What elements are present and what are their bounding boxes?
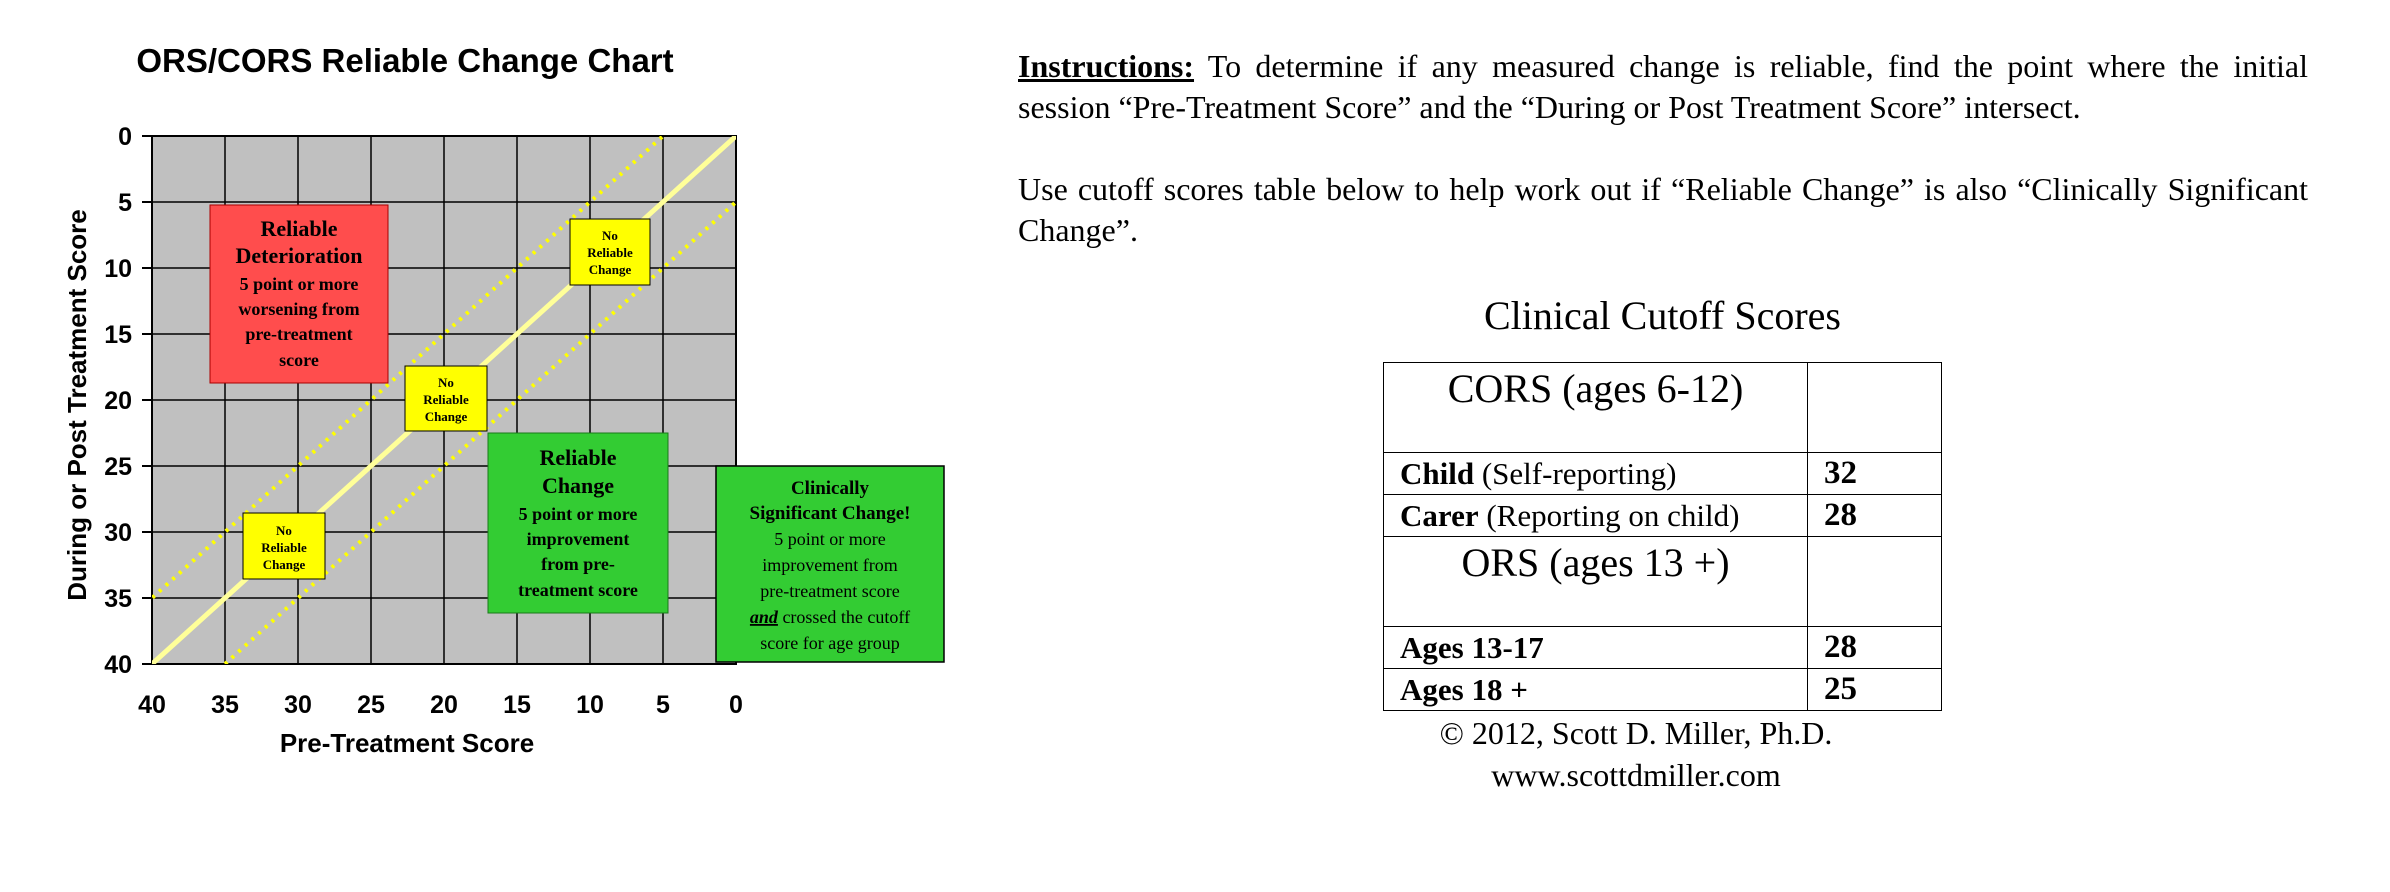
region-no-change-1 (570, 219, 650, 285)
y-tick-label: 10 (104, 255, 132, 283)
y-tick-label: 5 (118, 189, 132, 217)
cutoff-scores-table (1383, 362, 1942, 711)
region-no-change-2 (405, 366, 487, 431)
region-deterioration-line: 5 point or more (239, 274, 359, 294)
x-tick-label: 10 (576, 691, 604, 719)
cutoff-value: 25 (1824, 671, 1857, 707)
region-deterioration-line: score (279, 350, 319, 370)
region-no-change-line: Change (588, 262, 632, 277)
y-tick-label: 30 (104, 519, 132, 547)
region-reliable-change-line: 5 point or more (518, 504, 638, 524)
row-label-bold: Carer (1400, 497, 1479, 533)
website-link: www.scottdmiller.com (1491, 757, 1781, 793)
table-row (1384, 453, 1942, 495)
instructions-label: Instructions: (1018, 48, 1195, 84)
copyright-block (1385, 712, 1887, 796)
region-no-change-3 (243, 513, 325, 579)
x-axis (138, 691, 743, 719)
x-tick-label: 15 (503, 691, 531, 719)
region-no-change-line: Reliable (423, 392, 469, 407)
row-label-bold: Child (1400, 455, 1475, 491)
cutoff-value: 32 (1824, 455, 1857, 491)
callout-line: score for age group (760, 633, 900, 653)
x-tick-label: 0 (729, 691, 743, 719)
region-no-change-line: Reliable (587, 245, 633, 260)
table-row (1384, 495, 1942, 537)
y-tick-label: 40 (104, 651, 132, 679)
region-reliable-change-line: Reliable (539, 445, 617, 470)
section-title: CORS (ages 6-12) (1447, 366, 1744, 411)
y-axis-label: During or Post Treatment Score (62, 209, 92, 601)
instructions-paragraph-1 (1018, 46, 2308, 128)
y-axis (104, 123, 152, 679)
region-no-change-line: Change (262, 557, 306, 572)
row-label-bold: Ages 18 + (1400, 671, 1528, 707)
callout-emphasis: and (749, 607, 778, 627)
table-section-row (1384, 363, 1942, 453)
callout-line: pre-treatment score (760, 581, 900, 601)
region-reliable-change-line: treatment score (518, 580, 638, 600)
cutoff-value: 28 (1824, 629, 1857, 665)
region-deterioration (210, 205, 388, 383)
x-axis-label: Pre-Treatment Score (279, 728, 535, 758)
y-tick-label: 15 (104, 321, 132, 349)
callout-line: improvement from (762, 555, 898, 575)
region-reliable-change-line: from pre- (541, 554, 615, 574)
region-no-change-line: Change (424, 409, 468, 424)
table-row (1384, 627, 1942, 669)
callout-line (750, 607, 910, 627)
instructions-paragraph-2: Use cutoff scores table below to help work out if “Reliable Change” is also “Clinically Significant Change”. (1018, 171, 2308, 248)
region-deterioration-line: worsening from (238, 299, 360, 319)
row-label-bold: Ages 13-17 (1400, 629, 1544, 665)
y-tick-label: 0 (118, 123, 132, 151)
region-deterioration-line: Deterioration (235, 243, 363, 268)
x-tick-label: 5 (656, 691, 670, 719)
instructions-text-1: To determine if any measured change is reliable, find the point where the initial session “Pre-Treatment Score” and the “During or Post Treatment Score” intersect. (1018, 48, 2308, 125)
region-no-change-line: Reliable (261, 540, 307, 555)
cutoff-table-title: Clinical Cutoff Scores (1484, 293, 1841, 338)
x-tick-label: 20 (430, 691, 458, 719)
region-reliable-change (488, 433, 668, 613)
region-reliable-change-line: improvement (526, 529, 630, 549)
y-tick-label: 20 (104, 387, 132, 415)
callout-line-rest: crossed the cutoff (782, 607, 911, 627)
region-deterioration-line: Reliable (260, 216, 338, 241)
row-label-rest: (Self-reporting) (1474, 455, 1677, 491)
region-no-change-line: No (602, 228, 618, 243)
callout-line: Clinically (790, 478, 870, 499)
region-no-change-line: No (276, 523, 292, 538)
x-tick-label: 25 (357, 691, 385, 719)
section-title: ORS (ages 13 +) (1461, 540, 1730, 585)
region-deterioration-line: pre-treatment (245, 324, 353, 344)
y-tick-label: 35 (104, 585, 132, 613)
callout-line: Significant Change! (749, 503, 911, 524)
chart-title: ORS/CORS Reliable Change Chart (136, 42, 674, 79)
region-reliable-change-line: Change (541, 473, 615, 498)
reliable-change-chart (0, 0, 1000, 892)
x-tick-label: 35 (211, 691, 239, 719)
instructions-block (1018, 46, 2308, 292)
callout-line: 5 point or more (774, 529, 886, 549)
y-tick-label: 25 (104, 453, 132, 481)
x-tick-label: 40 (138, 691, 166, 719)
cutoff-value: 28 (1824, 497, 1857, 533)
row-label-rest: (Reporting on child) (1478, 497, 1740, 533)
clinical-significance-callout (716, 466, 944, 662)
region-no-change-line: No (438, 375, 454, 390)
table-row (1384, 669, 1942, 711)
copyright-line: © 2012, Scott D. Miller, Ph.D. (1439, 715, 1833, 751)
x-tick-label: 30 (284, 691, 312, 719)
table-section-row (1384, 537, 1942, 627)
